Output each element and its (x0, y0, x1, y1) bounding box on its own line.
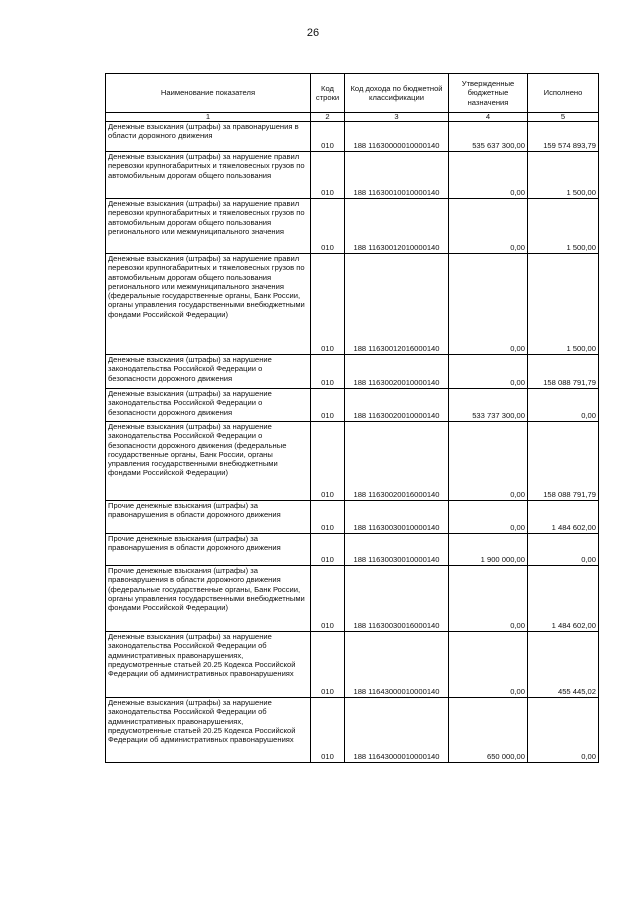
header-income-code: Код дохода по бюджетной классификации (345, 74, 449, 113)
table-row (106, 534, 599, 566)
indicator-name: Денежные взыскания (штрафы) за нарушение законодательства Российской Федерации об административных правонарушениях, предусмотренные статьей 20.25 Кодекса Российской Федерации об административных правонарушениях (106, 632, 311, 698)
income-code: 188 11630030010000140 (345, 501, 449, 534)
table-row (106, 501, 599, 534)
executed-amount: 159 574 893,79 (528, 122, 599, 152)
header-executed: Исполнено (528, 74, 599, 113)
indicator-name: Денежные взыскания (штрафы) за правонарушения в области дорожного движения (106, 122, 311, 152)
header-approved: Утвержденные бюджетные назначения (449, 74, 528, 113)
approved-amount: 535 637 300,00 (449, 122, 528, 152)
approved-amount: 0,00 (449, 501, 528, 534)
table-row (106, 355, 599, 389)
line-code: 010 (311, 422, 345, 501)
executed-amount: 1 484 602,00 (528, 566, 599, 632)
approved-amount: 0,00 (449, 422, 528, 501)
table-row (106, 389, 599, 422)
header-indicator-name: Наименование показателя (106, 74, 311, 113)
indicator-name: Денежные взыскания (штрафы) за нарушение правил перевозки крупногабаритных и тяжеловесных грузов по автомобильным дорогам общего пользования регионального или межмуниципального значения (106, 199, 311, 254)
indicator-name: Прочие денежные взыскания (штрафы) за правонарушения в области дорожного движения (федеральные государственные органы, Банк России, органы управления государственными внебюджетными фондами Российской Федерации) (106, 566, 311, 632)
income-code: 188 11643000010000140 (345, 698, 449, 763)
budget-execution-table (105, 73, 599, 763)
line-code: 010 (311, 152, 345, 199)
indicator-name: Денежные взыскания (штрафы) за нарушение правил перевозки крупногабаритных и тяжеловесных грузов по автомобильным дорогам общего пользования регионального или межмуниципального значения (федеральные государственные органы, Банк России, органы управления государственными внебюджетными фондами Российской Федерации) (106, 254, 311, 355)
line-code: 010 (311, 254, 345, 355)
executed-amount: 0,00 (528, 534, 599, 566)
income-code: 188 11630010010000140 (345, 152, 449, 199)
indicator-name: Прочие денежные взыскания (штрафы) за правонарушения в области дорожного движения (106, 534, 311, 566)
approved-amount: 0,00 (449, 355, 528, 389)
income-code: 188 11630012010000140 (345, 199, 449, 254)
table-row (106, 199, 599, 254)
income-code: 188 11643000010000140 (345, 632, 449, 698)
page-number: 26 (306, 27, 320, 39)
approved-amount: 0,00 (449, 566, 528, 632)
line-code: 010 (311, 698, 345, 763)
approved-amount: 0,00 (449, 254, 528, 355)
line-code: 010 (311, 122, 345, 152)
approved-amount: 533 737 300,00 (449, 389, 528, 422)
indicator-name: Денежные взыскания (штрафы) за нарушение правил перевозки крупногабаритных и тяжеловесных грузов по автомобильным дорогам общего пользования (106, 152, 311, 199)
approved-amount: 0,00 (449, 152, 528, 199)
executed-amount: 158 088 791,79 (528, 422, 599, 501)
indicator-name: Прочие денежные взыскания (штрафы) за правонарушения в области дорожного движения (106, 501, 311, 534)
income-code: 188 11630012016000140 (345, 254, 449, 355)
column-number: 1 (106, 113, 311, 122)
table-row (106, 122, 599, 152)
executed-amount: 455 445,02 (528, 632, 599, 698)
column-number: 4 (449, 113, 528, 122)
executed-amount: 1 500,00 (528, 152, 599, 199)
column-number: 3 (345, 113, 449, 122)
table-row (106, 254, 599, 355)
table-row (106, 566, 599, 632)
line-code: 010 (311, 389, 345, 422)
column-number-row (106, 113, 599, 122)
executed-amount: 0,00 (528, 698, 599, 763)
income-code: 188 11630030010000140 (345, 534, 449, 566)
approved-amount: 0,00 (449, 632, 528, 698)
table-row (106, 152, 599, 199)
income-code: 188 11630000010000140 (345, 122, 449, 152)
line-code: 010 (311, 632, 345, 698)
indicator-name: Денежные взыскания (штрафы) за нарушение законодательства Российской Федерации об административных правонарушениях, предусмотренные статьей 20.25 Кодекса Российской Федерации об административных правонарушениях (106, 698, 311, 763)
income-code: 188 11630030016000140 (345, 566, 449, 632)
indicator-name: Денежные взыскания (штрафы) за нарушение законодательства Российской Федерации о безопасности дорожного движения (федеральные государственные органы, Банк России, органы управления государственными внебюджетными фондами Российской Федерации) (106, 422, 311, 501)
table-row (106, 698, 599, 763)
income-code: 188 11630020010000140 (345, 355, 449, 389)
approved-amount: 650 000,00 (449, 698, 528, 763)
executed-amount: 1 500,00 (528, 199, 599, 254)
column-number: 2 (311, 113, 345, 122)
column-number: 5 (528, 113, 599, 122)
line-code: 010 (311, 566, 345, 632)
indicator-name: Денежные взыскания (штрафы) за нарушение законодательства Российской Федерации о безопасности дорожного движения (106, 389, 311, 422)
executed-amount: 1 500,00 (528, 254, 599, 355)
indicator-name: Денежные взыскания (штрафы) за нарушение законодательства Российской Федерации о безопасности дорожного движения (106, 355, 311, 389)
income-code: 188 11630020010000140 (345, 389, 449, 422)
table-row (106, 632, 599, 698)
table-header-row (106, 74, 599, 113)
line-code: 010 (311, 501, 345, 534)
income-code: 188 11630020016000140 (345, 422, 449, 501)
executed-amount: 158 088 791,79 (528, 355, 599, 389)
header-line-code: Код строки (311, 74, 345, 113)
approved-amount: 0,00 (449, 199, 528, 254)
executed-amount: 0,00 (528, 389, 599, 422)
line-code: 010 (311, 355, 345, 389)
approved-amount: 1 900 000,00 (449, 534, 528, 566)
line-code: 010 (311, 199, 345, 254)
table-row (106, 422, 599, 501)
executed-amount: 1 484 602,00 (528, 501, 599, 534)
line-code: 010 (311, 534, 345, 566)
